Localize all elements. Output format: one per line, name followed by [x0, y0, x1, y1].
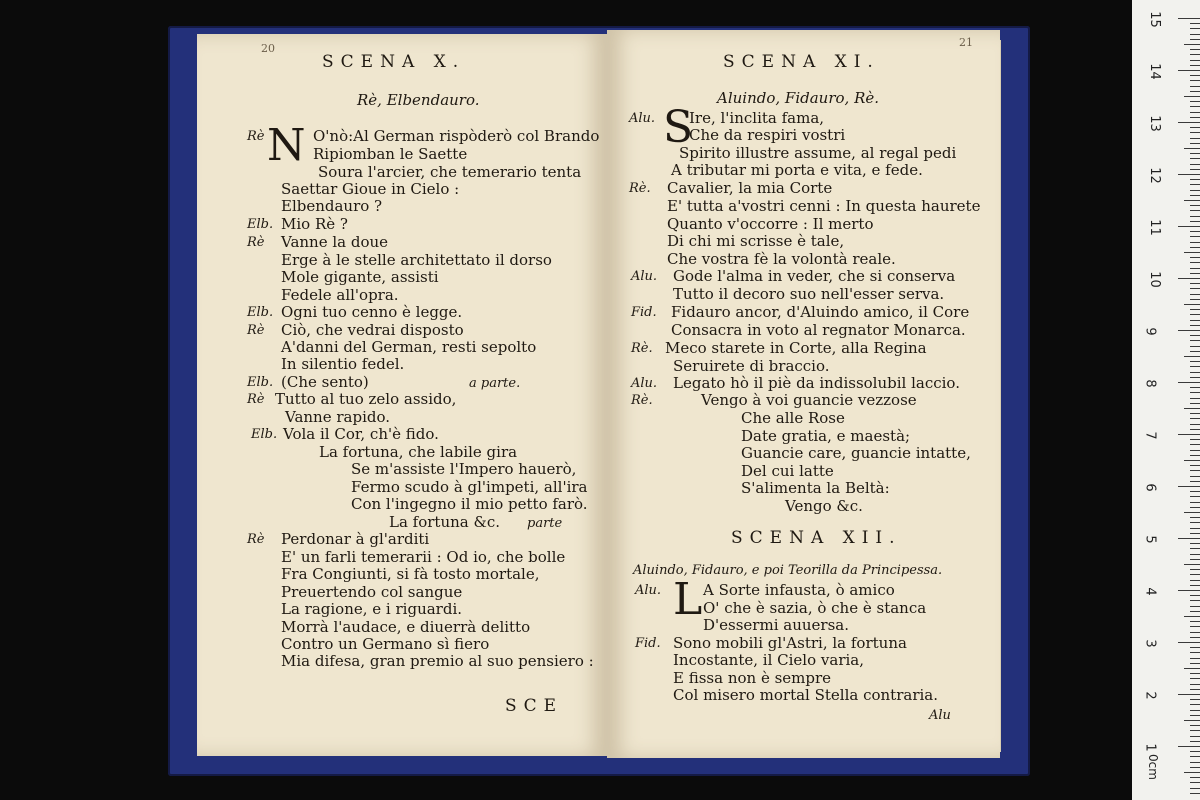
verse-line: Contro un Germano sì fiero [281, 635, 490, 653]
ruler-tick [1190, 476, 1200, 477]
ruler-tick [1184, 616, 1200, 617]
ruler-tick [1184, 512, 1200, 513]
ruler-tick [1190, 481, 1200, 482]
verse-line: Che vostra fè la volontà reale. [667, 250, 896, 268]
verse-line: Fidauro ancor, d'Aluindo amico, il Core [671, 303, 970, 321]
ruler-tick [1190, 127, 1200, 128]
verse-line: Fermo scudo à gl'impeti, all'ira [351, 478, 588, 496]
ruler-tick [1184, 772, 1200, 773]
ruler-number: 8 [1142, 379, 1158, 388]
ruler-tick [1190, 658, 1200, 659]
ruler-tick [1190, 28, 1200, 29]
verse-line: Mio Rè ? [281, 215, 348, 233]
ruler-tick [1178, 278, 1200, 279]
ruler-tick [1190, 429, 1200, 430]
ruler-unit: 0cm [1145, 754, 1160, 780]
ruler-tick [1190, 106, 1200, 107]
stage-direction: parte [527, 516, 563, 531]
speaker-label: Rè. [629, 181, 651, 196]
speaker-label: Fid. [631, 305, 657, 320]
ruler-tick [1190, 548, 1200, 549]
ruler-tick [1190, 637, 1200, 638]
ruler-tick [1190, 268, 1200, 269]
ruler-tick [1190, 314, 1200, 315]
verse-line: Vanne la doue [281, 233, 389, 251]
verse-line: Erge à le stelle architettato il dorso [281, 251, 552, 269]
ruler-tick [1190, 741, 1200, 742]
ruler-tick [1190, 574, 1200, 575]
ruler-tick [1184, 96, 1200, 97]
ruler-tick [1190, 678, 1200, 679]
ruler-tick [1190, 507, 1200, 508]
speaker-label: Rè [247, 235, 265, 250]
ruler-number: 15 [1146, 11, 1162, 28]
ruler-tick [1190, 767, 1200, 768]
verse-line: Del cui latte [741, 462, 834, 480]
ruler-tick [1178, 746, 1200, 747]
verse-line: Quanto v'occorre : Il merto [667, 215, 874, 233]
speaker-label: Alu. [629, 111, 656, 126]
ruler-tick [1178, 538, 1200, 539]
verse-line: Mia difesa, gran premio al suo pensiero : [281, 652, 594, 670]
ruler-tick [1190, 132, 1200, 133]
page-number: 20 [261, 42, 275, 55]
ruler-number: 1 [1142, 743, 1158, 752]
verse-line: Date gratia, e maestà; [741, 427, 911, 445]
ruler-tick [1190, 221, 1200, 222]
ruler-tick [1190, 673, 1200, 674]
ruler-tick [1184, 460, 1200, 461]
verse-line: A Sorte infausta, ò amico [703, 581, 895, 599]
ruler-tick [1190, 424, 1200, 425]
ruler-number: 11 [1146, 219, 1162, 236]
ruler-tick [1190, 730, 1200, 731]
ruler-tick [1178, 434, 1200, 435]
ruler-tick [1190, 164, 1200, 165]
verse-line: Vanne rapido. [285, 408, 391, 426]
speaker-label: Alu. [631, 269, 658, 284]
verse-line: Di chi mi scrisse è tale, [667, 232, 845, 250]
ruler-tick [1190, 86, 1200, 87]
verse-line: Preuertendo col sangue [281, 583, 463, 601]
ruler-tick [1184, 720, 1200, 721]
ruler-tick [1190, 569, 1200, 570]
scene-title: SCENA X. [322, 52, 466, 72]
ruler-tick [1190, 91, 1200, 92]
ruler-tick [1190, 554, 1200, 555]
ruler-tick [1190, 361, 1200, 362]
verse-line: Legato hò il piè da indissolubil laccio. [673, 374, 960, 392]
ruler-number: 14 [1146, 63, 1162, 80]
ruler-number: 7 [1142, 431, 1158, 440]
ruler-tick [1190, 756, 1200, 757]
ruler-tick [1190, 273, 1200, 274]
verse-line: Sono mobili gl'Astri, la fortuna [673, 634, 907, 652]
ruler-tick [1190, 496, 1200, 497]
ruler-tick [1190, 444, 1200, 445]
ruler-tick [1190, 751, 1200, 752]
verse-line: Soura l'arcier, che temerario tenta [318, 163, 582, 181]
speaker-label: Elb. [247, 305, 274, 320]
speaker-label: Alu. [631, 376, 658, 391]
ruler-tick [1190, 23, 1200, 24]
verse-line: Meco starete in Corte, alla Regina [665, 339, 927, 357]
verse-line: Ire, l'inclita fama, [689, 109, 825, 127]
ruler-tick [1190, 595, 1200, 596]
ruler-tick [1178, 590, 1200, 591]
ruler-number: 5 [1142, 535, 1158, 544]
ruler-tick [1190, 502, 1200, 503]
ruler-tick [1190, 236, 1200, 237]
ruler-tick [1184, 252, 1200, 253]
drop-cap: N [267, 120, 306, 171]
verse-line: E fissa non è sempre [673, 669, 832, 687]
verse-line: D'essermi auuersa. [703, 616, 849, 634]
ruler-tick [1190, 65, 1200, 66]
ruler-tick [1190, 179, 1200, 180]
speaker-label: Elb. [247, 375, 274, 390]
speaker-label: Rè [247, 532, 265, 547]
right-page [607, 30, 1000, 758]
ruler-tick [1190, 580, 1200, 581]
ruler-tick [1190, 294, 1200, 295]
ruler-tick [1190, 793, 1200, 794]
verse-line: Spirito illustre assume, al regal pedi [679, 144, 957, 162]
ruler-tick [1190, 335, 1200, 336]
ruler-tick [1190, 195, 1200, 196]
verse-line: La fortuna, che labile gira [319, 443, 518, 461]
ruler-tick [1190, 632, 1200, 633]
ruler-tick [1190, 559, 1200, 560]
speaker-label: Rè [247, 392, 265, 407]
ruler-number: 13 [1146, 115, 1162, 132]
ruler-tick [1190, 101, 1200, 102]
ruler-tick [1190, 49, 1200, 50]
drop-cap: L [673, 574, 703, 625]
speaker-label: Rè [247, 129, 265, 144]
ruler-tick [1190, 600, 1200, 601]
ruler-tick [1190, 158, 1200, 159]
verse-line: Con l'ingegno il mio petto farò. [351, 495, 588, 513]
verse-line: Guancie care, guancie intatte, [741, 444, 971, 462]
verse-line: A'danni del German, resti sepolto [281, 338, 537, 356]
ruler-tick [1190, 143, 1200, 144]
ruler-tick [1190, 611, 1200, 612]
ruler-tick [1190, 392, 1200, 393]
verse-line: Tutto il decoro suo nell'esser serva. [673, 285, 945, 303]
verse-line: A tributar mi porta e vita, e fede. [671, 161, 923, 179]
ruler-tick [1190, 169, 1200, 170]
verse-line: (Che sento) [281, 373, 369, 391]
ruler-tick [1190, 782, 1200, 783]
scene-cast: Aluindo, Fidauro, e poi Teorilla da Principessa. [633, 563, 943, 578]
verse-line: Elbendauro ? [281, 197, 383, 215]
ruler-tick [1178, 694, 1200, 695]
ruler-tick [1190, 138, 1200, 139]
ruler-tick [1190, 54, 1200, 55]
verse-line: La fortuna &c. [389, 513, 501, 531]
verse-line: S'alimenta la Beltà: [741, 479, 890, 497]
verse-line: Vengo à voi guancie vezzose [701, 391, 917, 409]
ruler-tick [1190, 112, 1200, 113]
verse-line: Se m'assiste l'Impero hauerò, [351, 460, 577, 478]
speaker-label: Fid. [635, 636, 661, 651]
ruler-tick [1190, 455, 1200, 456]
ruler-tick [1190, 715, 1200, 716]
ruler-tick [1190, 340, 1200, 341]
ruler-tick [1190, 439, 1200, 440]
ruler-tick [1178, 382, 1200, 383]
stage-direction: a parte. [469, 376, 521, 391]
drop-cap: S [663, 102, 694, 153]
ruler-tick [1190, 403, 1200, 404]
ruler-tick [1190, 184, 1200, 185]
ruler-tick [1190, 450, 1200, 451]
verse-line: Vola il Cor, ch'è fido. [283, 425, 439, 443]
ruler-tick [1190, 205, 1200, 206]
verse-line: Ogni tuo cenno è legge. [281, 303, 463, 321]
verse-line: Saettar Gioue in Cielo : [281, 180, 460, 198]
ruler-tick [1190, 762, 1200, 763]
ruler-tick [1190, 725, 1200, 726]
verse-line: La ragione, e i riguardi. [281, 600, 463, 618]
ruler-tick [1190, 262, 1200, 263]
ruler-tick [1184, 304, 1200, 305]
catchword: Alu [929, 708, 951, 723]
ruler-tick [1190, 60, 1200, 61]
ruler-tick [1190, 398, 1200, 399]
ruler-tick [1190, 470, 1200, 471]
speaker-label: Rè. [631, 393, 653, 408]
verse-line: Col misero mortal Stella contraria. [673, 686, 938, 704]
ruler-tick [1190, 372, 1200, 373]
ruler-number: 10 [1146, 271, 1162, 288]
ruler-tick [1190, 533, 1200, 534]
ruler-number: 12 [1146, 167, 1162, 184]
ruler-tick [1190, 75, 1200, 76]
ruler-tick [1190, 117, 1200, 118]
ruler-tick [1190, 491, 1200, 492]
ruler-tick [1190, 190, 1200, 191]
ruler-tick [1190, 320, 1200, 321]
ruler-number: 9 [1142, 327, 1158, 336]
ruler-tick [1190, 528, 1200, 529]
ruler-tick [1178, 226, 1200, 227]
ruler-tick [1190, 257, 1200, 258]
verse-line: In silentio fedel. [281, 355, 405, 373]
ruler-tick [1190, 663, 1200, 664]
ruler-tick [1190, 699, 1200, 700]
scene-cast: Aluindo, Fidauro, Rè. [717, 89, 880, 107]
ruler-tick [1184, 564, 1200, 565]
ruler-tick [1190, 517, 1200, 518]
ruler-tick [1190, 283, 1200, 284]
verse-line: Perdonar à gl'arditi [281, 530, 430, 548]
verse-line: E' un farli temerarii : Od io, che bolle [281, 548, 566, 566]
ruler-tick [1190, 242, 1200, 243]
verse-line: Gode l'alma in veder, che si conserva [673, 267, 956, 285]
ruler-number: 6 [1142, 483, 1158, 492]
ruler-tick [1190, 288, 1200, 289]
ruler-tick [1190, 585, 1200, 586]
verse-line: Vengo &c. [785, 497, 863, 515]
ruler-tick [1190, 80, 1200, 81]
ruler-number: 3 [1142, 639, 1158, 648]
verse-line: E' tutta a'vostri cenni : In questa haurete [667, 197, 981, 215]
ruler-tick [1190, 621, 1200, 622]
verse-line: Ripiomban le Saette [313, 145, 468, 163]
scene-title: SCENA XII. [731, 528, 902, 548]
ruler-tick [1178, 330, 1200, 331]
ruler-tick [1190, 465, 1200, 466]
ruler-tick [1190, 325, 1200, 326]
ruler-tick [1184, 668, 1200, 669]
ruler-tick [1190, 377, 1200, 378]
verse-line: Cavalier, la mia Corte [667, 179, 833, 197]
verse-line: Seruirete di braccio. [673, 357, 830, 375]
ruler-tick [1190, 626, 1200, 627]
ruler-tick [1184, 44, 1200, 45]
ruler-tick [1190, 606, 1200, 607]
ruler-tick [1178, 122, 1200, 123]
measuring-ruler [1132, 0, 1200, 800]
left-page [197, 34, 608, 756]
ruler-tick [1190, 346, 1200, 347]
verse-line: O' che è sazia, ò che è stanca [703, 599, 927, 617]
speaker-label: Alu. [635, 583, 662, 598]
ruler-tick [1184, 148, 1200, 149]
ruler-tick [1178, 174, 1200, 175]
page-number: 21 [959, 36, 973, 49]
ruler-tick [1190, 418, 1200, 419]
verse-line: Ciò, che vedrai disposto [281, 321, 464, 339]
ruler-number: 2 [1142, 691, 1158, 700]
ruler-tick [1190, 247, 1200, 248]
ruler-tick [1190, 647, 1200, 648]
ruler-tick [1190, 34, 1200, 35]
ruler-tick [1184, 200, 1200, 201]
ruler-tick [1190, 689, 1200, 690]
ruler-tick [1190, 736, 1200, 737]
verse-line: Fedele all'opra. [281, 286, 399, 304]
ruler-tick [1190, 231, 1200, 232]
ruler-tick [1190, 788, 1200, 789]
ruler-tick [1190, 413, 1200, 414]
scene-title: SCENA XI. [723, 52, 880, 72]
verse-line: O'nò:Al German rispòderò col Brando [313, 127, 600, 145]
speaker-label: Elb. [247, 217, 274, 232]
ruler-tick [1190, 210, 1200, 211]
catchword: SCE [505, 696, 564, 716]
verse-line: Che alle Rose [741, 409, 845, 427]
ruler-tick [1178, 70, 1200, 71]
verse-line: Tutto al tuo zelo assido, [275, 390, 457, 408]
ruler-tick [1184, 408, 1200, 409]
verse-line: Mole gigante, assisti [281, 268, 439, 286]
verse-line: Fra Congiunti, si fà tosto mortale, [281, 565, 540, 583]
ruler-tick [1184, 356, 1200, 357]
speaker-label: Elb. [251, 427, 278, 442]
ruler-tick [1190, 387, 1200, 388]
ruler-tick [1190, 309, 1200, 310]
ruler-tick [1190, 704, 1200, 705]
speaker-label: Rè. [631, 341, 653, 356]
ruler-tick [1178, 18, 1200, 19]
verse-line: Che da respiri vostri [689, 126, 846, 144]
ruler-tick [1190, 153, 1200, 154]
ruler-tick [1190, 652, 1200, 653]
ruler-tick [1190, 684, 1200, 685]
ruler-tick [1178, 642, 1200, 643]
verse-line: Incostante, il Cielo varia, [673, 651, 864, 669]
speaker-label: Rè [247, 323, 265, 338]
ruler-tick [1178, 486, 1200, 487]
ruler-tick [1190, 366, 1200, 367]
ruler-tick [1190, 522, 1200, 523]
ruler-number: 4 [1142, 587, 1158, 596]
ruler-tick [1190, 39, 1200, 40]
ruler-tick [1190, 777, 1200, 778]
ruler-tick [1190, 299, 1200, 300]
verse-line: Consacra in voto al regnator Monarca. [671, 321, 966, 339]
scene-cast: Rè, Elbendauro. [357, 91, 480, 109]
ruler-tick [1190, 543, 1200, 544]
ruler-tick [1190, 351, 1200, 352]
verse-line: Morrà l'audace, e diuerrà delitto [281, 618, 531, 636]
ruler-tick [1190, 710, 1200, 711]
ruler-tick [1190, 216, 1200, 217]
